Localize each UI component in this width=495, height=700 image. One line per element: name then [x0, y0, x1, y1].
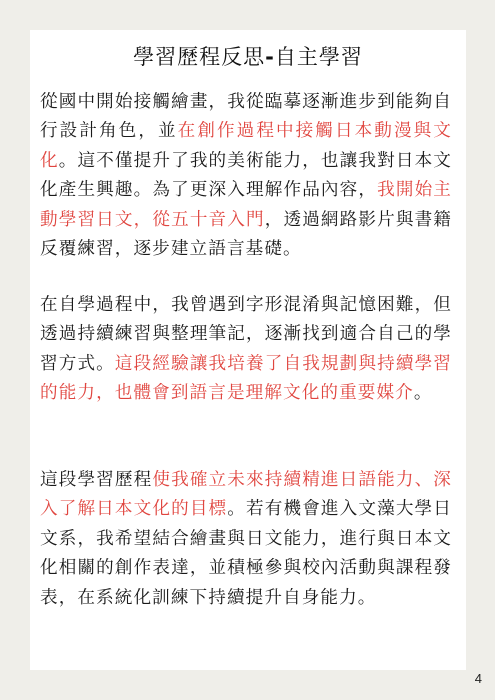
page-number: 4: [474, 671, 482, 686]
page-title: [30, 42, 466, 72]
paragraph-2-highlight: 這段經驗讓我培養了自我規劃與持續學習的能力，也體會到語言是理解文化的重要媒介: [40, 353, 452, 404]
title-part-1: 學習歷程反思: [133, 45, 266, 69]
title-dash: -: [265, 45, 275, 69]
paragraph-3-highlight: 使我確立未來持續精進日語能力、深入了解日本文化的目標: [40, 470, 452, 520]
paragraph-1: [40, 88, 452, 264]
paragraph-1-segment: 。這不僅提升了我的美術能力，也讓我對日本文化產生興趣。為了更深入理解作品內容，: [40, 150, 452, 201]
paragraph-2-segment: 。: [413, 383, 433, 404]
title-part-2: 自主學習: [274, 45, 363, 69]
paragraph-1-highlight: 在創作過程中接觸日本動漫與文化: [40, 121, 452, 171]
paragraph-3-segment: 這段學習歷程: [40, 470, 153, 490]
paragraph-1-highlight: 我開始主動學習日文，從五十音入門: [40, 180, 452, 230]
paragraph-3-segment: 。若有機會進入文藻大學日文系，我希望結合繪畫與日文能力，進行與日本文化相關的創作表達，並積極參與校內活動與課程發表，在系統化訓練下持續提升自身能力。: [40, 499, 452, 608]
paragraph-1-segment: ，透過網路影片與書籍反覆練習，逐步建立語言基礎。: [40, 209, 452, 260]
page-card: [30, 30, 466, 670]
paragraph-2-segment: 在自學過程中，我曾遇到字形混淆與記憶困難，但透過持續練習與整理筆記，逐漸找到適合自己的學習方式。: [40, 295, 452, 374]
paragraph-3: [40, 466, 452, 613]
paragraph-2: [40, 291, 452, 409]
paragraph-1-segment: 從國中開始接觸繪畫，我從臨摹逐漸進步到能夠自行設計角色，並: [40, 92, 452, 142]
